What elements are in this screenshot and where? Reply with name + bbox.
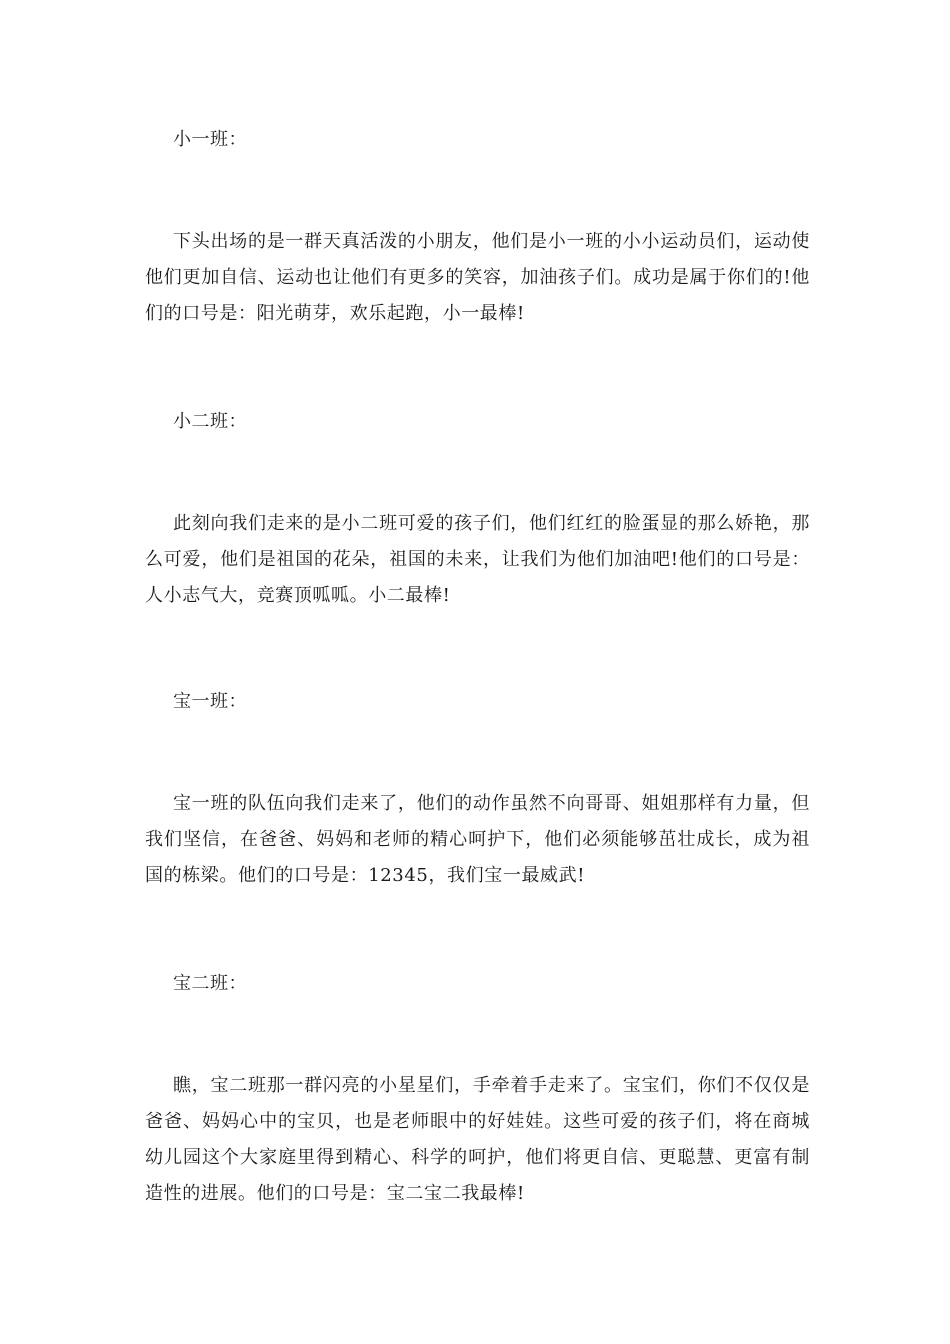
section-paragraph-xiaoyi: 下头出场的是一群天真活泼的小朋友，他们是小一班的小小运动员们，运动使他们更加自信、运动也让他们有更多的笑容，加油孩子们。成功是属于你们的!他们的口号是：阳光萌芽，欢乐起跑，小一最棒!: [145, 231, 810, 324]
section-paragraph-baoyi: 宝一班的队伍向我们走来了，他们的动作虽然不向哥哥、姐姐那样有力量，但我们坚信，在爸爸、妈妈和老师的精心呵护下，他们必须能够茁壮成长，成为祖国的栋梁。他们的口号是：12345，我们宝一最威武!: [145, 793, 810, 886]
section-heading-baoer: 宝二班：: [173, 973, 247, 994]
section-heading-xiaoer: 小二班：: [173, 411, 247, 432]
section-heading-xiaoyi: 小一班：: [173, 129, 247, 150]
section-heading-baoyi: 宝一班：: [173, 691, 247, 712]
section-paragraph-baoer: 瞧，宝二班那一群闪亮的小星星们，手牵着手走来了。宝宝们，你们不仅仅是爸爸、妈妈心中的宝贝，也是老师眼中的好娃娃。这些可爱的孩子们，将在商城幼儿园这个大家庭里得到精心、科学的呵护，他们将更自信、更聪慧、更富有制造性的进展。他们的口号是：宝二宝二我最棒!: [145, 1075, 810, 1204]
section-paragraph-xiaoer: 此刻向我们走来的是小二班可爱的孩子们，他们红红的脸蛋显的那么娇艳，那么可爱，他们是祖国的花朵，祖国的未来，让我们为他们加油吧!他们的口号是：人小志气大，竞赛顶呱呱。小二最棒!: [145, 513, 810, 606]
